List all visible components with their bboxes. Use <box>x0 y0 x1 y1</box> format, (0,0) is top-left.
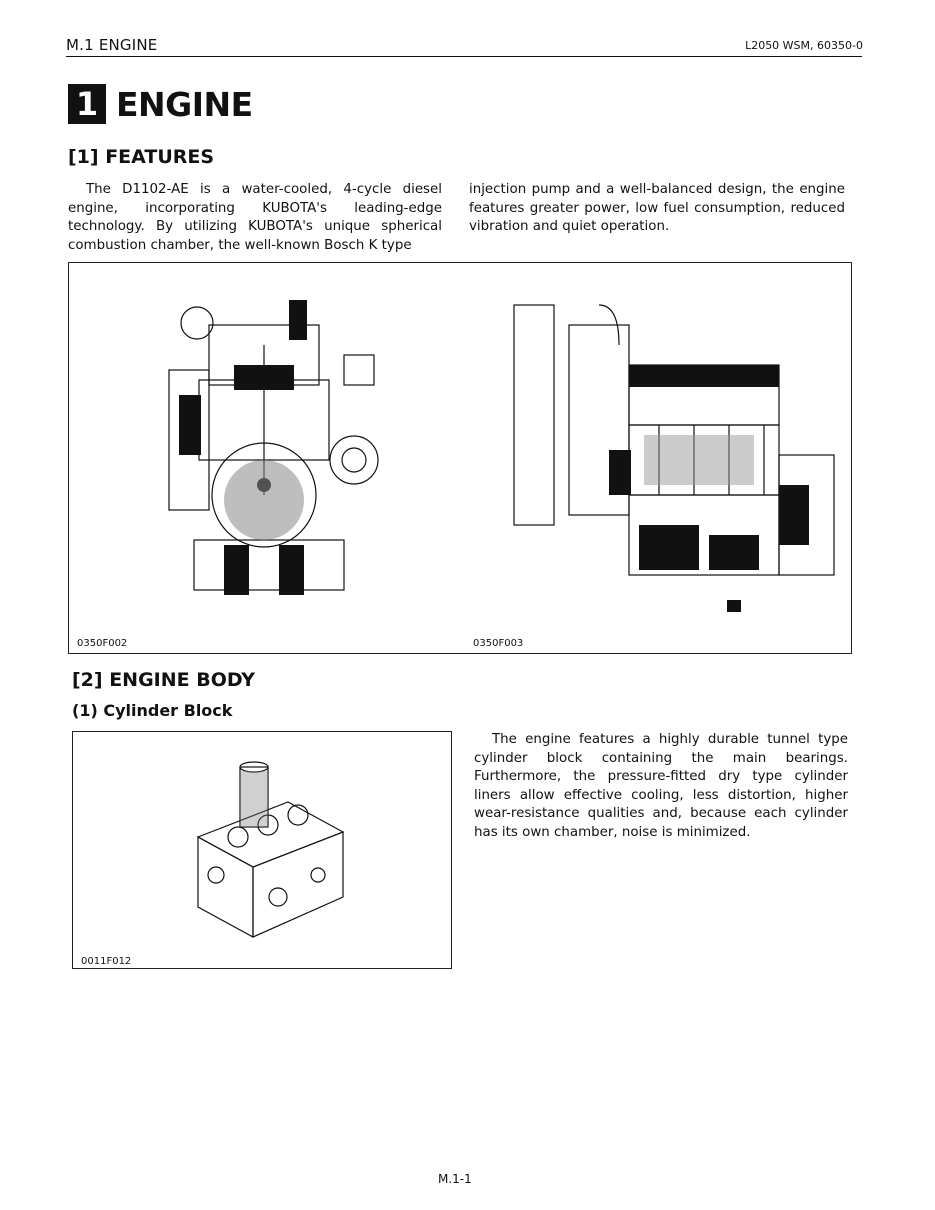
running-header-section: M.1 ENGINE <box>66 36 158 54</box>
header-rule <box>66 56 862 57</box>
page-number: M.1-1 <box>438 1172 472 1186</box>
chapter-number-badge: 1 <box>68 84 106 124</box>
cylinder-block-text: The engine features a highly durable tunnel type cylinder block containing the main bearings. Furthermore, the pressure-fitted dry type cylinder liners allow effective cooling, less distortion, higher wear-resistance qualities and, because each cylinder has its own chamber, noise is minimized. <box>474 732 848 840</box>
cylinder-block-drawing <box>178 757 358 947</box>
chapter-heading <box>68 84 253 124</box>
figure-code-cylinder-block: 0011F012 <box>81 956 132 967</box>
features-heading: [1] FEATURES <box>68 146 215 168</box>
cylinder-block-subheading: (1) Cylinder Block <box>72 701 233 720</box>
features-text-col1: The D1102-AE is a water-cooled, 4-cycle diesel engine, incorporating KUBOTA's leading-edge technology. By utilizing KUBOTA's unique spherical combustion chamber, the well-known Bosch K type <box>68 182 442 253</box>
engine-body-heading: [2] ENGINE BODY <box>72 669 256 691</box>
chapter-title: ENGINE <box>116 84 253 124</box>
engine-front-section-drawing <box>139 285 379 610</box>
engine-side-section-drawing <box>509 285 839 630</box>
cylinder-block-figure-frame <box>72 731 452 969</box>
running-header-doc-ref: L2050 WSM, 60350-0 <box>745 39 863 52</box>
figure-code-front: 0350F002 <box>77 638 128 649</box>
engine-figure-frame <box>68 262 852 654</box>
figure-code-side: 0350F003 <box>473 638 524 649</box>
features-text-col2: injection pump and a well-balanced design, the engine features greater power, low fuel consumption, reduced vibration and quiet operation. <box>469 182 845 234</box>
